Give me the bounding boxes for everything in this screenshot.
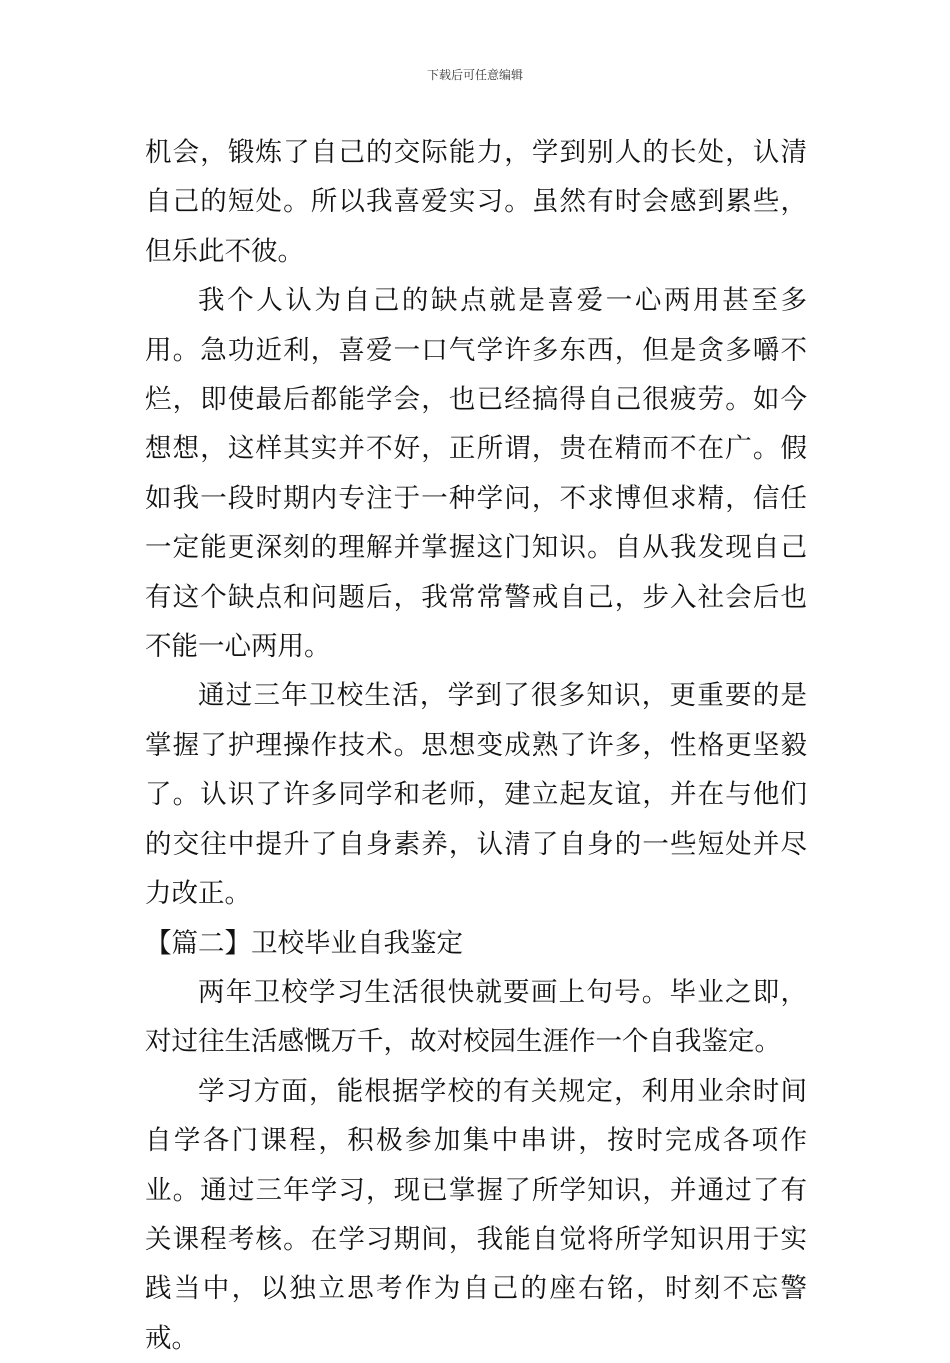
paragraph-4: 两年卫校学习生活很快就要画上句号。毕业之即，对过往生活感慨万千，故对校园生涯作一个自我鉴定。	[145, 976, 807, 1058]
section-heading: 【篇二】卫校毕业自我鉴定	[145, 927, 463, 959]
paragraph-3: 通过三年卫校生活，学到了很多知识，更重要的是掌握了护理操作技术。思想变成熟了许多，性格更坚毅了。认识了许多同学和老师，建立起友谊，并在与他们的交往中提升了自身素养，认清了自身的一些短处并尽力改正。	[145, 680, 807, 910]
document-body	[145, 128, 807, 1363]
page-header-note: 下载后可任意编辑	[426, 68, 523, 82]
paragraph-2: 我个人认为自己的缺点就是喜爱一心两用甚至多用。急功近利，喜爱一口气学许多东西，但是贪多嚼不烂，即使最后都能学会，也已经搞得自己很疲劳。如今想想，这样其实并不好，正所谓，贵在精而不在广。假如我一段时期内专注于一种学问，不求博但求精，信任一定能更深刻的理解并掌握这门知识。自从我发现自己有这个缺点和问题后，我常常警戒自己，步入社会后也不能一心两用。	[145, 285, 807, 663]
paragraph-1: 机会，锻炼了自己的交际能力，学到别人的长处，认清自己的短处。所以我喜爱实习。虽然有时会感到累些，但乐此不彼。	[145, 137, 807, 267]
paragraph-5: 学习方面，能根据学校的有关规定，利用业余时间自学各门课程，积极参加集中串讲，按时完成各项作业。通过三年学习，现已掌握了所学知识，并通过了有关课程考核。在学习期间，我能自觉将所学知识用于实践当中，以独立思考作为自己的座右铭，时刻不忘警戒。	[145, 1075, 807, 1354]
